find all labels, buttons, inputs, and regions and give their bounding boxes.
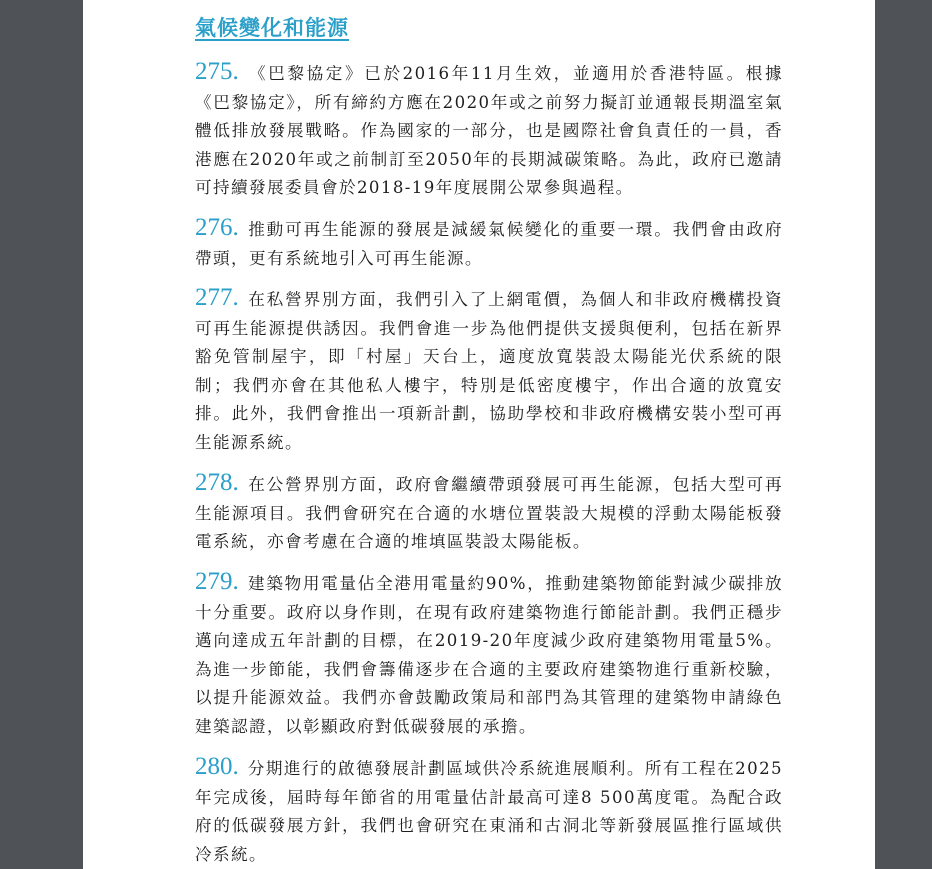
paragraph-text: 分期進行的啟德發展計劃區域供冷系統進展順利。所有工程在2025年完成後，屆時每年節省的用電量估計最高可達8 500萬度電。為配合政府的低碳發展方針，我們也會研究在東涌和古洞北等新發展區推行區域供冷系統。 bbox=[195, 759, 783, 864]
paragraph-text: 《巴黎協定》已於2016年11月生效，並適用於香港特區。根據《巴黎協定》，所有締約方應在2020年或之前努力擬訂並通報長期溫室氣體低排放發展戰略。作為國家的一部分，也是國際社會負責任的一員，香港應在2020年或之前制訂至2050年的長期減碳策略。為此，政府已邀請可持續發展委員會於2018-19年度展開公眾參與過程。 bbox=[195, 64, 783, 197]
paragraph-text: 建築物用電量佔全港用電量約90%，推動建築物節能對減少碳排放十分重要。政府以身作則，在現有政府建築物進行節能計劃。我們正穩步邁向達成五年計劃的目標，在2019-20年度減少政府建築物用電量5%。為進一步節能，我們會籌備逐步在合適的主要政府建築物進行重新校驗，以提升能源效益。我們亦會鼓勵政策局和部門為其管理的建築物申請綠色建築認證，以彰顯政府對低碳發展的承擔。 bbox=[195, 574, 783, 736]
paragraph-text: 在私營界別方面，我們引入了上網電價，為個人和非政府機構投資可再生能源提供誘因。我們會進一步為他們提供支援與便利，包括在新界豁免管制屋宇，即「村屋」天台上，適度放寬裝設太陽能光伏系統的限制；我們亦會在其他私人樓宇，特別是低密度樓宇，作出合適的放寬安排。此外，我們會推出一項新計劃，協助學校和非政府機構安裝小型可再生能源系統。 bbox=[195, 290, 783, 452]
section-heading: 氣候變化和能源 bbox=[195, 16, 349, 40]
paragraph-280 bbox=[195, 753, 783, 869]
paragraph-number: 276. bbox=[195, 214, 239, 241]
paragraph-number: 279. bbox=[195, 568, 239, 595]
paragraph-text: 推動可再生能源的發展是減緩氣候變化的重要一環。我們會由政府帶頭，更有系統地引入可再生能源。 bbox=[195, 220, 783, 268]
paragraph-number: 277. bbox=[195, 284, 239, 311]
paragraph-276 bbox=[195, 214, 783, 273]
paragraph-278 bbox=[195, 469, 783, 557]
paragraph-text: 在公營界別方面，政府會繼續帶頭發展可再生能源，包括大型可再生能源項目。我們會研究在合適的水塘位置裝設大規模的浮動太陽能板發電系統，亦會考慮在合適的堆填區裝設太陽能板。 bbox=[195, 475, 783, 551]
paragraph-number: 275. bbox=[195, 58, 239, 85]
paragraph-number: 278. bbox=[195, 469, 239, 496]
document-page bbox=[83, 0, 875, 869]
paragraph-number: 280. bbox=[195, 753, 239, 780]
paragraph-275 bbox=[195, 58, 783, 203]
paragraph-277 bbox=[195, 284, 783, 457]
paragraph-279 bbox=[195, 568, 783, 741]
